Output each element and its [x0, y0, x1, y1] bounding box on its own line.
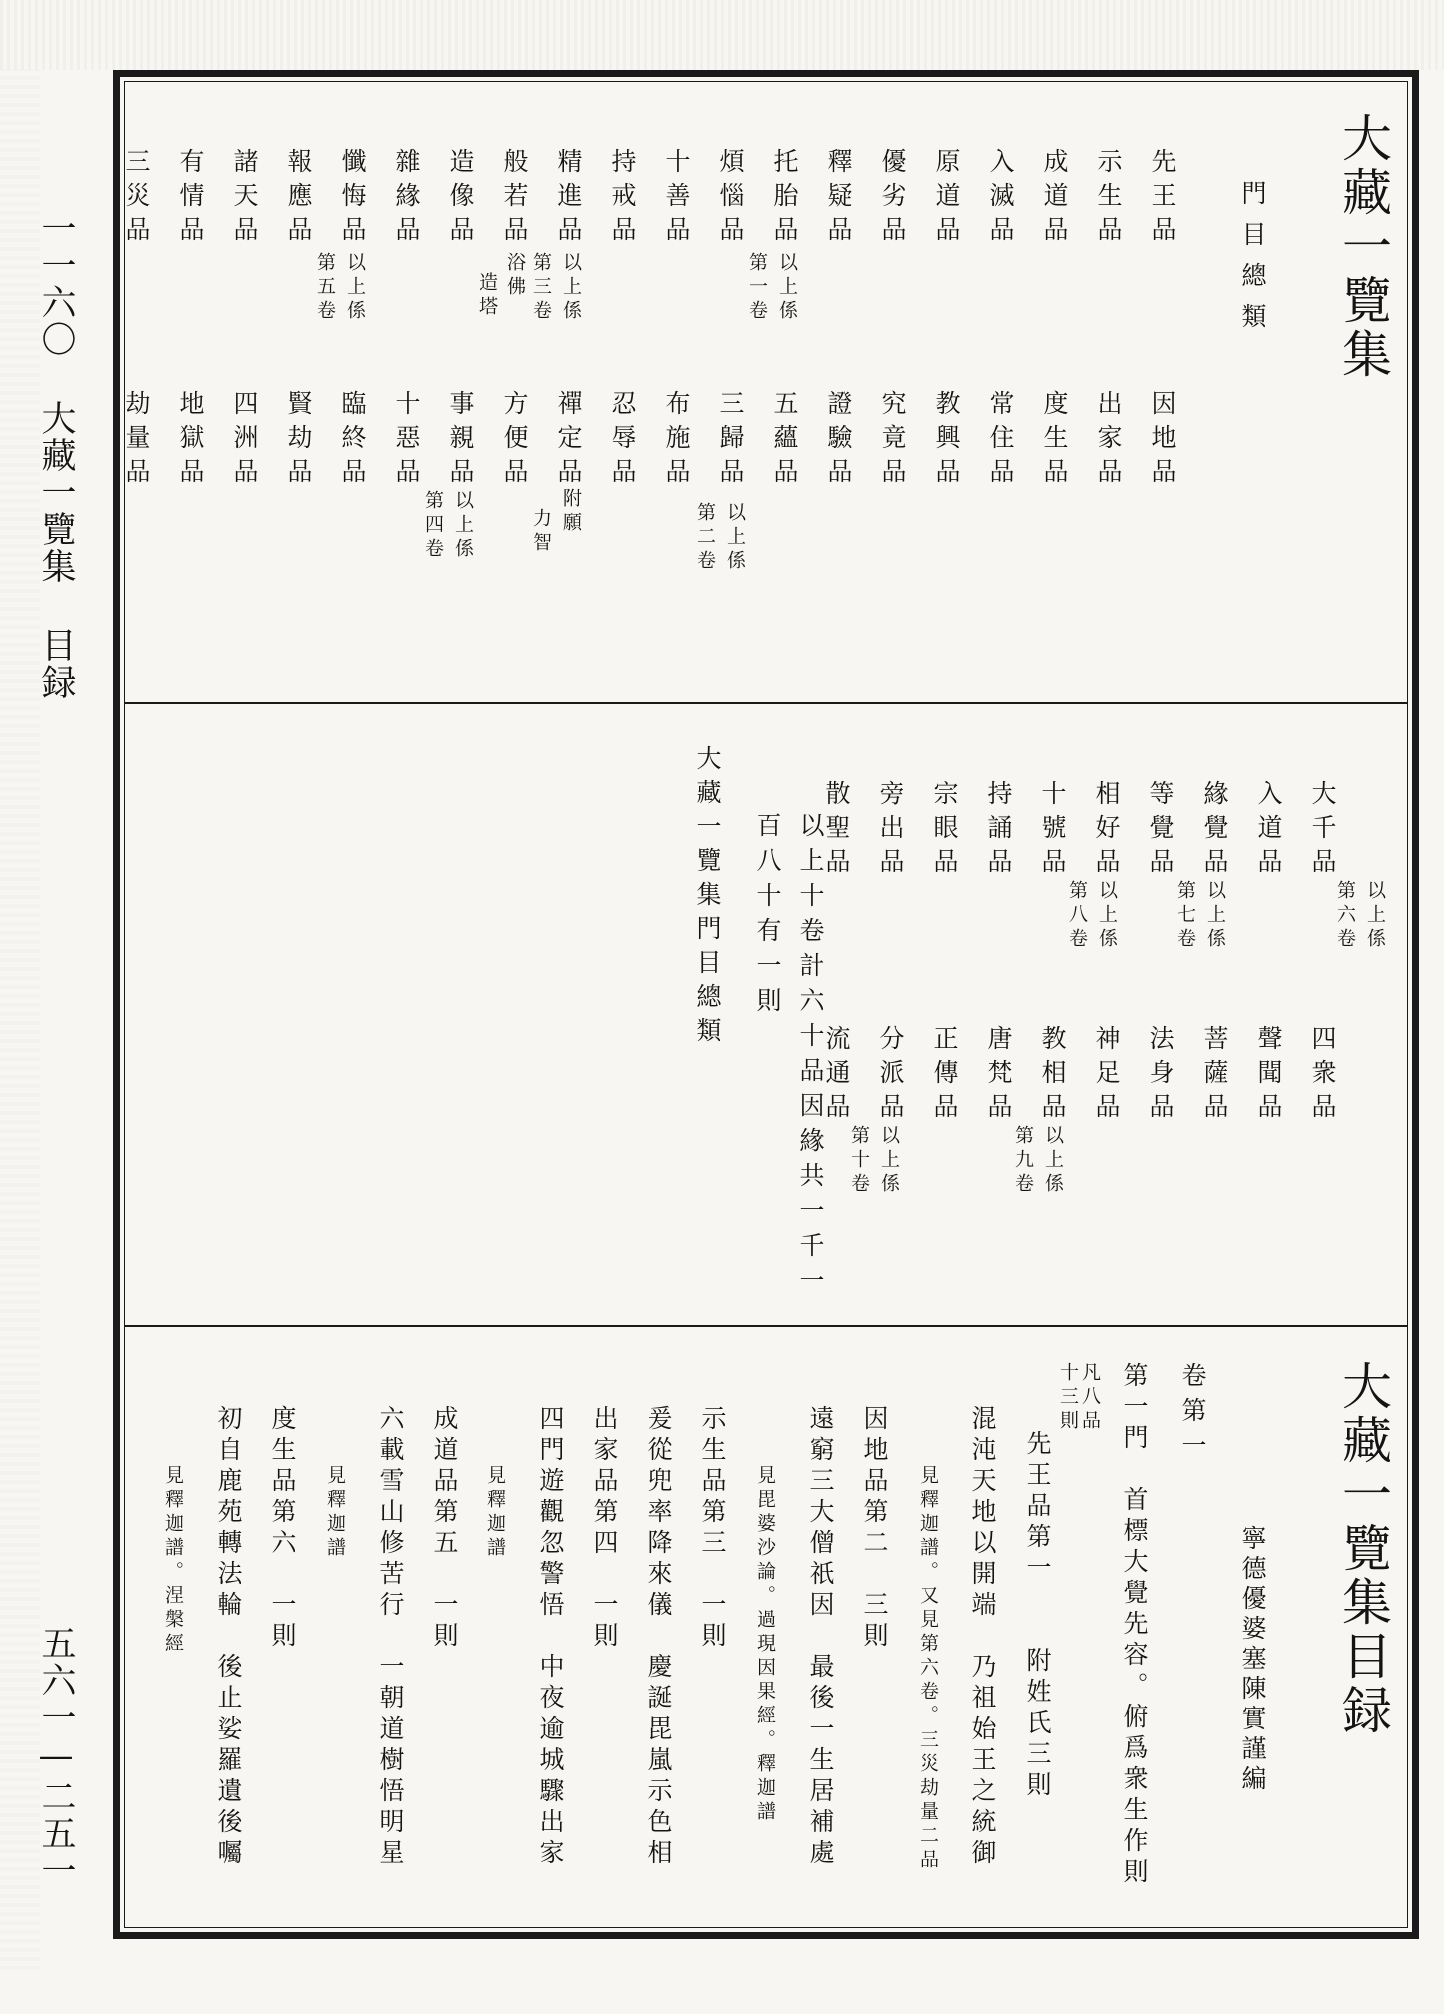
section1-item-upper: 有情品: [176, 148, 205, 250]
section1-item-upper: 諸天品: [230, 148, 259, 250]
entry-line: 見釋迦譜: [324, 1465, 346, 1561]
section2-item-upper: 等覺品: [1146, 780, 1175, 882]
section3-title: 大藏一覽集目録: [1334, 1360, 1392, 1738]
note-vol7-b: 第七卷: [1174, 880, 1196, 952]
section1-item-upper: 持戒品: [608, 148, 637, 250]
note-vol10-b: 第十卷: [848, 1125, 870, 1197]
note-vol8-a: 以上係: [1096, 880, 1118, 952]
section2-item-upper: 持誦品: [984, 780, 1013, 882]
note-vol3-b: 第三卷: [530, 252, 552, 324]
section1-item-lower: 度生品: [1040, 390, 1069, 492]
section2-item-upper: 宗眼品: [930, 780, 959, 882]
section2-item-upper: 散聖品: [822, 780, 851, 882]
note-vol4-a: 以上係: [452, 490, 474, 562]
note-fufang-a: 附願: [560, 488, 582, 536]
section1-subtitle: 門目總類: [1238, 180, 1267, 344]
note-vol5-b: 第五卷: [314, 252, 336, 324]
note-vol5-a: 以上係: [344, 252, 366, 324]
section1-item-upper: 般若品: [500, 148, 529, 250]
section-divider-1: [124, 702, 1408, 704]
section2-item-lower: 菩薩品: [1200, 1025, 1229, 1127]
section1-item-upper: 原道品: [932, 148, 961, 250]
entry-line: 六載雪山修苦行 一朝道樹悟明星: [376, 1405, 405, 1870]
section1-title: 大藏一覽集: [1334, 112, 1392, 382]
section2-item-lower: 分派品: [876, 1025, 905, 1127]
section1-item-upper: 托胎品: [770, 148, 799, 250]
scan-noise-top: [0, 0, 1444, 70]
section1-item-upper: 造像品: [446, 148, 475, 250]
note-vol1-a: 以上係: [776, 252, 798, 324]
section1-item-upper: 釋疑品: [824, 148, 853, 250]
note-vol2-a: 以上係: [724, 502, 746, 574]
note-yufo-a: 浴佛: [504, 252, 526, 300]
section1-item-lower: 方便品: [500, 390, 529, 492]
section2-item-lower: 流通品: [822, 1025, 851, 1127]
section2-item-upper: 入道品: [1254, 780, 1283, 882]
entry-line: 見毘婆沙論。過現因果經。釋迦譜: [754, 1465, 776, 1825]
entry-line: 初自鹿苑轉法輪 後止娑羅遺後囑: [214, 1405, 243, 1870]
note-vol9-a: 以上係: [1042, 1125, 1064, 1197]
section1-item-upper: 懺悔品: [338, 148, 367, 250]
section2-item-lower: 四衆品: [1308, 1025, 1337, 1127]
section1-item-lower: 出家品: [1094, 390, 1123, 492]
section1-item-lower: 十惡品: [392, 390, 421, 492]
section2-item-upper: 旁出品: [876, 780, 905, 882]
section2-item-upper: 緣覺品: [1200, 780, 1229, 882]
entry-line: 見釋迦譜。涅槃經: [162, 1465, 184, 1657]
section2-item-lower: 唐梵品: [984, 1025, 1013, 1127]
section1-item-lower: 教興品: [932, 390, 961, 492]
note-vol9-b: 第九卷: [1012, 1125, 1034, 1197]
section1-item-lower: 證驗品: [824, 390, 853, 492]
section1-item-upper: 入滅品: [986, 148, 1015, 250]
entry-line: 先王品第一 附姓氏三則: [1023, 1430, 1052, 1802]
entry-line: 十三則: [1057, 1362, 1079, 1434]
section1-item-lower: 常住品: [986, 390, 1015, 492]
note-vol7-a: 以上係: [1204, 880, 1226, 952]
section1-item-upper: 三災品: [122, 148, 151, 250]
section1-item-lower: 究竟品: [878, 390, 907, 492]
note-yufo-b: 造塔: [476, 272, 498, 320]
section1-item-lower: 布施品: [662, 390, 691, 492]
summary-line-2: 百八十有一則: [753, 812, 782, 1022]
section1-item-upper: 先王品: [1148, 148, 1177, 250]
section1-item-upper: 煩惱品: [716, 148, 745, 250]
section1-item-upper: 雜緣品: [392, 148, 421, 250]
section2-item-upper: 相好品: [1092, 780, 1121, 882]
section1-item-lower: 地獄品: [176, 390, 205, 492]
entry-line: 示生品第三 一則: [698, 1405, 727, 1653]
margin-page-number: 五六一—二五一: [36, 1625, 76, 1889]
section1-item-lower: 禪定品: [554, 390, 583, 492]
section1-item-lower: 三歸品: [716, 390, 745, 492]
scan-noise-side: [0, 70, 40, 1970]
note-vol6-b: 第六卷: [1334, 880, 1356, 952]
section1-item-lower: 四洲品: [230, 390, 259, 492]
section2-item-lower: 正傳品: [930, 1025, 959, 1127]
note-vol1-b: 第一卷: [746, 252, 768, 324]
entry-line: 混沌天地以開端 乃祖始王之統御: [968, 1405, 997, 1870]
section1-item-lower: 劫量品: [122, 390, 151, 492]
entry-line: 成道品第五 一則: [430, 1405, 459, 1653]
entry-line: 四門遊觀忽警悟 中夜逾城驟出家: [536, 1405, 565, 1870]
section1-item-upper: 報應品: [284, 148, 313, 250]
note-vol10-a: 以上係: [878, 1125, 900, 1197]
section1-item-upper: 成道品: [1040, 148, 1069, 250]
entry-line: 遠窮三大僧祇因 最後一生居補處: [806, 1405, 835, 1870]
margin-header: 一一六〇 大藏一覽集 目録: [36, 210, 76, 701]
section2-item-lower: 神足品: [1092, 1025, 1121, 1127]
summary-line-1: 以上十卷計六十品因緣共一千一: [796, 812, 825, 1302]
section1-item-lower: 因地品: [1148, 390, 1177, 492]
note-vol3-a: 以上係: [560, 252, 582, 324]
section3-author: 寧德優婆塞陳實謹編: [1238, 1525, 1267, 1795]
section2-item-upper: 大千品: [1308, 780, 1337, 882]
section2-end-title: 大藏一覽集門目總類: [693, 745, 722, 1051]
volume-heading: 卷第一: [1178, 1362, 1207, 1467]
note-vol2-b: 第二卷: [694, 502, 716, 574]
section1-item-upper: 優劣品: [878, 148, 907, 250]
note-vol6-a: 以上係: [1364, 880, 1386, 952]
note-vol4-b: 第四卷: [422, 490, 444, 562]
entry-line: 因地品第二 三則: [860, 1405, 889, 1653]
section1-item-lower: 事親品: [446, 390, 475, 492]
section1-item-upper: 示生品: [1094, 148, 1123, 250]
section2-item-lower: 教相品: [1038, 1025, 1067, 1127]
entry-line: 出家品第四 一則: [590, 1405, 619, 1653]
section1-item-upper: 十善品: [662, 148, 691, 250]
entry-line: 第一門 首標大覺先容。俯爲衆生作則: [1120, 1362, 1149, 1889]
entry-line: 凡八品: [1079, 1362, 1101, 1434]
entry-line: 爰從兜率降來儀 慶誕毘嵐示色相: [644, 1405, 673, 1870]
note-fufang-b: 力智: [530, 508, 552, 556]
section1-item-lower: 忍辱品: [608, 390, 637, 492]
section1-item-upper: 精進品: [554, 148, 583, 250]
section-divider-2: [124, 1325, 1408, 1327]
section2-item-lower: 法身品: [1146, 1025, 1175, 1127]
section2-item-lower: 聲聞品: [1254, 1025, 1283, 1127]
entry-line: 度生品第六 一則: [268, 1405, 297, 1653]
section1-item-lower: 五蘊品: [770, 390, 799, 492]
section1-item-lower: 賢劫品: [284, 390, 313, 492]
entry-line: 見釋迦譜: [484, 1465, 506, 1561]
note-vol8-b: 第八卷: [1066, 880, 1088, 952]
entry-line: 見釋迦譜。又見第六卷。三災劫量二品: [917, 1465, 939, 1873]
section2-item-upper: 十號品: [1038, 780, 1067, 882]
section1-item-lower: 臨終品: [338, 390, 367, 492]
